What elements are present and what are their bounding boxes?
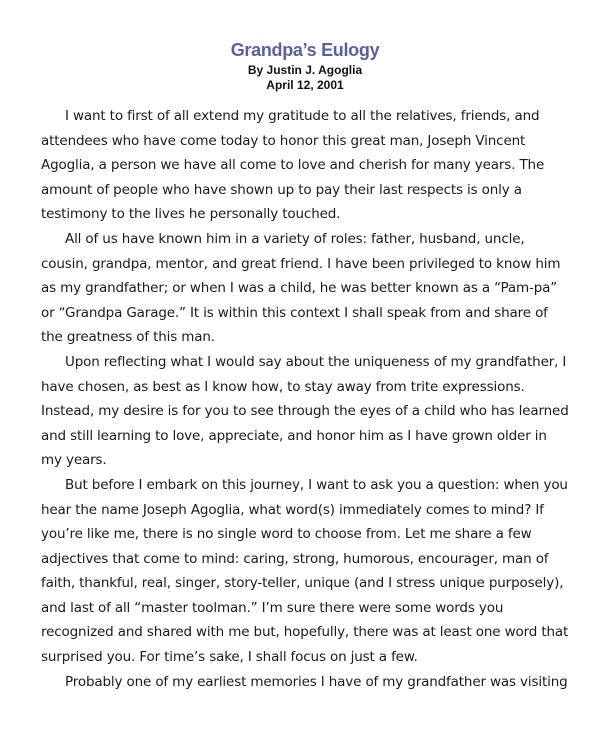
paragraph: All of us have known him in a variety of roles: father, husband, uncle, cousin, grandpa, mentor, and great friend. I have been privileged to know him as my grandfather; or when I was a child, he was better known as a “Pam-pa” or “Grandpa Garage.” It is within this context I shall speak from and share of the greatness of this man. (41, 230, 561, 346)
document-body (41, 104, 571, 694)
paragraph: I want to first of all extend my gratitude to all the relatives, friends, and attendees who have come today to honor this great man, Joseph Vincent Agoglia, a person we have all come to love and cherish for many years. The amount of people who have shown up to pay their last respects is only a testimony to the lives he personally touched. (41, 108, 545, 223)
paragraph: But before I embark on this journey, I want to ask you a question: when you hear the name Joseph Agoglia, what word(s) immediately comes to mind? If you’re like me, there is no single word to choose from. Let me share a few adjectives that come to mind: caring, strong, humorous, encourager, man of faith, thankful, real, singer, story-teller, unique (and I stress unique purposely), and last of all “master toolman.” I’m sure there were some words you recognized and shared with me but, hopefully, there was at least one word that surprised you. For time’s sake, I shall focus on just a few. (41, 476, 569, 666)
author-byline: By Justin J. Agoglia (247, 63, 363, 77)
paragraph: Probably one of my earliest memories I have of my grandfather was visiting (65, 673, 568, 690)
document-date: April 12, 2001 (266, 78, 344, 92)
document-title: Grandpa’s Eulogy (230, 40, 380, 60)
paragraph: Upon reflecting what I would say about the uniqueness of my grandfather, I have chosen, as best as I know how, to stay away from trite expressions. Instead, my desire is for you to see through the eyes of a child who has learned and still learning to love, appreciate, and honor him as I have grown older in my years. (41, 353, 569, 469)
